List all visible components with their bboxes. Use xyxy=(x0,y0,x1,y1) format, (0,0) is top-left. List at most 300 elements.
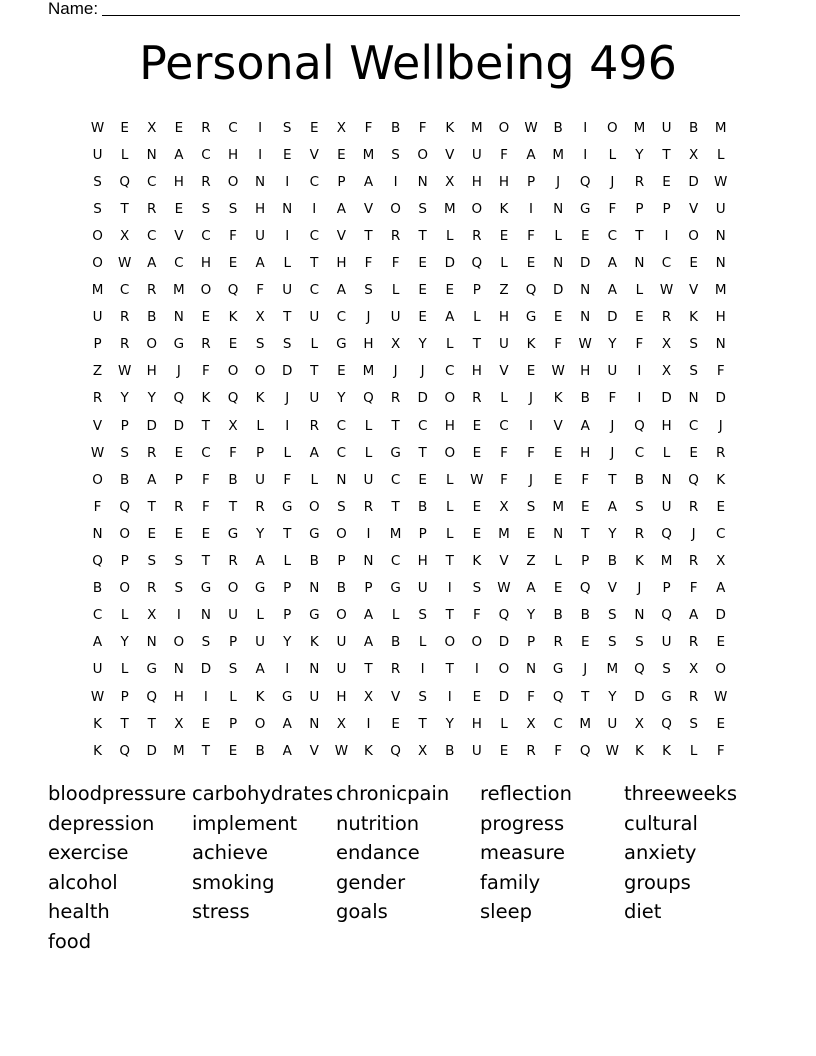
word-bank-item: carbohydrates xyxy=(192,782,334,805)
grid-letter: U xyxy=(336,661,347,678)
grid-letter: K xyxy=(553,390,563,407)
grid-letter: T xyxy=(147,715,156,732)
grid-letter: E xyxy=(174,200,184,217)
grid-letter: S xyxy=(120,444,129,461)
grid-letter: T xyxy=(608,471,617,488)
grid-letter: E xyxy=(472,498,482,515)
grid-letter: X xyxy=(228,417,238,434)
grid-letter: S xyxy=(418,688,427,705)
grid-letter: I xyxy=(474,661,479,678)
grid-letter: A xyxy=(526,580,536,597)
word-bank-item: depression xyxy=(48,811,155,835)
grid-letter: X xyxy=(445,173,455,190)
word-bank-item: achieve xyxy=(192,841,268,865)
grid-letter: E xyxy=(662,173,671,190)
grid-letter: F xyxy=(527,227,535,244)
grid-letter: O xyxy=(688,227,699,244)
grid-letter: I xyxy=(637,390,642,407)
grid-letter: N xyxy=(553,200,564,217)
grid-letter: W xyxy=(470,471,484,488)
grid-letter: E xyxy=(337,146,346,163)
word-bank-item: sleep xyxy=(480,900,532,924)
grid-letter: O xyxy=(254,363,266,380)
grid-letter: O xyxy=(308,498,320,515)
grid-letter: R xyxy=(390,390,401,407)
grid-letter: K xyxy=(93,715,102,732)
grid-letter: L xyxy=(256,607,264,624)
grid-letter: K xyxy=(499,200,509,217)
grid-letter: M xyxy=(443,200,456,217)
grid-letter: O xyxy=(227,173,239,190)
grid-letter: T xyxy=(418,227,427,244)
name-label: Name: xyxy=(48,0,99,18)
grid-letter: U xyxy=(417,580,428,597)
grid-letter: P xyxy=(256,444,265,461)
grid-letter: K xyxy=(662,742,671,759)
grid-letter: N xyxy=(634,607,645,624)
grid-letter: C xyxy=(309,173,320,190)
grid-letter: Y xyxy=(418,336,427,353)
grid-letter: F xyxy=(202,363,210,380)
grid-letter: B xyxy=(228,471,238,488)
grid-letter: E xyxy=(228,336,238,353)
grid-letter: A xyxy=(607,255,617,272)
grid-letter: D xyxy=(580,255,591,272)
grid-letter: L xyxy=(554,553,562,570)
grid-letter: C xyxy=(661,255,672,272)
grid-letter: W xyxy=(117,255,132,272)
grid-letter: I xyxy=(258,119,263,136)
grid-letter: Q xyxy=(471,255,483,272)
grid-letter: O xyxy=(498,119,510,136)
grid-letter: X xyxy=(363,688,374,705)
grid-letter: U xyxy=(499,336,509,353)
grid-letter: B xyxy=(147,309,157,326)
grid-letter: P xyxy=(337,553,346,570)
grid-letter: V xyxy=(309,146,319,163)
grid-letter: I xyxy=(285,417,290,434)
grid-letter: D xyxy=(146,417,157,434)
grid-letter: X xyxy=(716,553,726,570)
grid-letter: X xyxy=(255,309,265,326)
grid-letter: E xyxy=(472,688,482,705)
grid-letter: W xyxy=(659,282,674,299)
grid-letter: P xyxy=(526,634,536,651)
grid-letter: A xyxy=(282,742,292,759)
grid-letter: E xyxy=(553,444,563,461)
grid-letter: F xyxy=(229,444,237,461)
grid-letter: L xyxy=(446,471,454,488)
grid-letter: Q xyxy=(227,390,239,407)
grid-letter: F xyxy=(500,444,508,461)
grid-letter: S xyxy=(337,498,346,515)
grid-letter: O xyxy=(444,390,456,407)
grid-letter: C xyxy=(607,227,618,244)
grid-letter: L xyxy=(446,525,454,542)
grid-letter: N xyxy=(173,309,184,326)
grid-letter: F xyxy=(202,498,210,515)
grid-letter: A xyxy=(688,607,699,624)
grid-letter: X xyxy=(688,661,699,678)
grid-letter: X xyxy=(661,336,672,353)
grid-letter: J xyxy=(393,363,398,380)
grid-letter: L xyxy=(500,715,508,732)
grid-letter: M xyxy=(91,282,104,299)
grid-letter: Q xyxy=(146,688,158,705)
grid-letter: D xyxy=(607,309,618,326)
grid-letter: Y xyxy=(120,634,129,651)
grid-letter: P xyxy=(120,553,129,570)
grid-letter: K xyxy=(255,688,265,705)
grid-letter: M xyxy=(660,553,673,570)
grid-letter: C xyxy=(336,417,347,434)
grid-letter: N xyxy=(146,634,157,651)
grid-letter: A xyxy=(580,417,590,434)
grid-letter: M xyxy=(579,715,592,732)
grid-letter: F xyxy=(283,471,292,488)
grid-letter: L xyxy=(662,444,671,461)
grid-letter: E xyxy=(418,282,427,299)
grid-letter: H xyxy=(336,688,347,705)
grid-letter: E xyxy=(472,444,482,461)
grid-letter: B xyxy=(634,471,645,488)
grid-letter: Q xyxy=(661,525,672,542)
grid-letter: M xyxy=(173,282,185,299)
grid-letter: Q xyxy=(579,173,591,190)
grid-letter: G xyxy=(552,661,564,678)
grid-letter: Q xyxy=(661,607,672,624)
grid-letter: V xyxy=(390,688,401,705)
grid-letter: F xyxy=(689,580,698,597)
grid-letter: V xyxy=(553,417,563,434)
grid-letter: P xyxy=(418,525,427,542)
grid-letter: A xyxy=(147,471,157,488)
grid-letter: O xyxy=(471,634,483,651)
grid-letter: L xyxy=(283,444,291,461)
grid-letter: P xyxy=(120,688,129,705)
grid-letter: B xyxy=(553,119,563,136)
grid-letter: O xyxy=(444,634,456,651)
grid-letter: X xyxy=(390,336,401,353)
grid-letter: R xyxy=(688,553,699,570)
grid-letter: R xyxy=(634,525,645,542)
grid-letter: B xyxy=(580,390,590,407)
word-bank xyxy=(48,779,768,957)
grid-letter: E xyxy=(418,471,427,488)
grid-letter: P xyxy=(526,173,536,190)
grid-letter: O xyxy=(119,525,130,542)
grid-letter: H xyxy=(498,309,510,326)
grid-letter: U xyxy=(363,471,374,488)
grid-letter: A xyxy=(255,553,265,570)
grid-letter: A xyxy=(92,634,103,651)
grid-letter: L xyxy=(446,498,454,515)
grid-letter: J xyxy=(366,309,371,326)
grid-letter: V xyxy=(363,200,374,217)
grid-letter: J xyxy=(420,363,425,380)
grid-letter: F xyxy=(581,471,590,488)
grid-letter: H xyxy=(498,173,510,190)
grid-letter: T xyxy=(310,363,319,380)
word-bank-item: gender xyxy=(336,870,406,894)
grid-letter: L xyxy=(635,282,644,299)
grid-letter: I xyxy=(366,715,371,732)
grid-letter: I xyxy=(529,417,534,434)
grid-letter: L xyxy=(310,471,319,488)
grid-letter: B xyxy=(418,498,428,515)
grid-letter: T xyxy=(391,498,400,515)
grid-letter: D xyxy=(282,363,293,380)
grid-letter: H xyxy=(336,255,347,272)
grid-letter: O xyxy=(444,444,456,461)
grid-letter: T xyxy=(147,498,156,515)
grid-letter: L xyxy=(418,634,427,651)
grid-letter: T xyxy=(283,525,292,542)
grid-letter: D xyxy=(715,390,726,407)
word-bank-item: anxiety xyxy=(624,841,697,865)
grid-letter: C xyxy=(499,417,509,434)
grid-letter: T xyxy=(201,742,211,759)
grid-letter: O xyxy=(92,255,103,272)
grid-letter: G xyxy=(336,336,347,353)
grid-letter: L xyxy=(120,661,129,678)
grid-letter: S xyxy=(608,607,617,624)
grid-letter: E xyxy=(472,525,482,542)
word-bank-item: implement xyxy=(192,811,298,835)
grid-letter: E xyxy=(201,525,211,542)
grid-letter: N xyxy=(715,336,726,353)
grid-letter: B xyxy=(309,553,319,570)
grid-letter: R xyxy=(147,200,157,217)
grid-letter: E xyxy=(553,309,563,326)
grid-letter: V xyxy=(309,742,319,759)
grid-letter: A xyxy=(716,580,726,597)
word-bank-item: measure xyxy=(480,841,566,865)
grid-letter: S xyxy=(364,282,373,299)
grid-letter: Q xyxy=(92,553,103,570)
grid-letter: R xyxy=(390,661,401,678)
grid-letter: C xyxy=(119,282,130,299)
grid-letter: S xyxy=(255,336,265,353)
grid-letter: S xyxy=(93,200,102,217)
grid-letter: A xyxy=(336,282,347,299)
grid-letter: E xyxy=(201,715,211,732)
grid-letter: E xyxy=(147,525,156,542)
grid-letter: K xyxy=(309,634,319,651)
grid-letter: W xyxy=(334,742,349,759)
grid-letter: Q xyxy=(498,607,510,624)
grid-letter: D xyxy=(173,417,185,434)
grid-letter: F xyxy=(527,444,535,461)
grid-letter: I xyxy=(583,119,588,136)
grid-letter: N xyxy=(634,255,645,272)
grid-letter: L xyxy=(120,146,129,163)
word-bank-item: threeweeks xyxy=(624,782,737,805)
grid-letter: L xyxy=(500,390,508,407)
grid-letter: T xyxy=(445,607,454,624)
word-bank-item: diet xyxy=(624,900,662,924)
grid-letter: L xyxy=(283,255,291,272)
grid-letter: U xyxy=(471,146,482,163)
grid-letter: W xyxy=(714,173,728,190)
grid-letter: M xyxy=(471,119,483,136)
grid-letter: W xyxy=(578,336,592,353)
grid-letter: O xyxy=(715,661,727,678)
grid-letter: L xyxy=(716,146,725,163)
grid-letter: W xyxy=(90,119,105,136)
grid-letter: O xyxy=(336,607,347,624)
grid-letter: Y xyxy=(445,715,454,732)
grid-letter: E xyxy=(418,309,427,326)
grid-letter: C xyxy=(688,417,699,434)
grid-letter: R xyxy=(228,553,238,570)
grid-letter: O xyxy=(92,227,103,244)
grid-letter: E xyxy=(716,715,725,732)
grid-letter: I xyxy=(420,661,425,678)
grid-letter: A xyxy=(174,146,184,163)
grid-letter: P xyxy=(472,282,481,299)
grid-letter: S xyxy=(635,498,644,515)
grid-letter: T xyxy=(364,227,373,244)
grid-letter: R xyxy=(119,336,130,353)
grid-letter: A xyxy=(255,661,265,678)
grid-letter: E xyxy=(499,227,509,244)
grid-letter: C xyxy=(336,444,347,461)
grid-letter: B xyxy=(390,634,401,651)
grid-letter: R xyxy=(363,498,374,515)
grid-letter: E xyxy=(526,255,536,272)
grid-letter: Q xyxy=(552,688,564,705)
grid-letter: A xyxy=(607,282,617,299)
grid-letter: E xyxy=(120,119,129,136)
name-field xyxy=(48,0,740,18)
grid-letter: E xyxy=(174,525,184,542)
grid-letter: W xyxy=(524,119,538,136)
grid-letter: Z xyxy=(92,363,103,380)
grid-letter: U xyxy=(309,309,320,326)
grid-letter: D xyxy=(444,255,455,272)
grid-letter: Q xyxy=(363,390,374,407)
grid-letter: P xyxy=(283,607,292,624)
grid-letter: O xyxy=(417,146,428,163)
grid-letter: L xyxy=(473,309,481,326)
grid-letter: M xyxy=(498,525,510,542)
grid-letter: J xyxy=(691,525,696,542)
grid-letter: T xyxy=(581,688,590,705)
grid-letter: Q xyxy=(119,742,130,759)
grid-letter: N xyxy=(715,255,726,272)
grid-letter: C xyxy=(174,255,184,272)
grid-letter: C xyxy=(147,227,157,244)
grid-letter: S xyxy=(689,363,698,380)
grid-letter: T xyxy=(472,336,481,353)
grid-letter: F xyxy=(716,363,725,380)
grid-letter: Y xyxy=(608,336,617,353)
grid-letter: X xyxy=(526,715,536,732)
grid-letter: G xyxy=(309,607,320,624)
grid-letter: F xyxy=(364,255,373,272)
grid-letter: B xyxy=(688,119,699,136)
grid-letter: O xyxy=(119,580,130,597)
grid-letter: I xyxy=(583,146,588,163)
grid-letter: Q xyxy=(634,417,645,434)
grid-letter: C xyxy=(336,309,347,326)
grid-letter: F xyxy=(500,471,508,488)
grid-letter: R xyxy=(688,498,699,515)
grid-letter: M xyxy=(714,119,727,136)
grid-letter: H xyxy=(580,363,591,380)
word-bank-item: cultural xyxy=(624,811,698,835)
grid-letter: O xyxy=(336,525,347,542)
grid-letter: P xyxy=(120,417,129,434)
grid-letter: X xyxy=(336,119,347,136)
grid-letter: K xyxy=(472,553,482,570)
grid-letter: H xyxy=(661,417,672,434)
grid-letter: D xyxy=(146,742,157,759)
grid-letter: X xyxy=(499,498,509,515)
grid-letter: T xyxy=(201,553,211,570)
grid-letter: R xyxy=(147,580,157,597)
grid-letter: T xyxy=(635,227,644,244)
grid-letter: K xyxy=(93,742,102,759)
grid-letter: I xyxy=(285,661,290,678)
grid-letter: H xyxy=(255,200,266,217)
grid-letter: M xyxy=(389,525,402,542)
grid-letter: E xyxy=(282,146,292,163)
grid-letter: X xyxy=(661,363,672,380)
grid-letter: U xyxy=(607,363,618,380)
grid-letter: M xyxy=(362,363,375,380)
word-bank-item: smoking xyxy=(192,870,275,894)
grid-letter: A xyxy=(363,634,374,651)
grid-letter: L xyxy=(364,417,373,434)
grid-letter: V xyxy=(499,363,509,380)
grid-letter: Q xyxy=(579,580,591,597)
grid-letter: O xyxy=(227,580,239,597)
grid-letter: F xyxy=(635,336,644,353)
grid-letter: C xyxy=(390,471,401,488)
grid-letter: S xyxy=(147,553,157,570)
grid-letter: E xyxy=(174,444,184,461)
grid-letter: S xyxy=(635,634,644,651)
grid-letter: J xyxy=(583,661,588,678)
grid-letter: Y xyxy=(526,607,536,624)
grid-letter: S xyxy=(472,580,482,597)
grid-letter: I xyxy=(393,173,398,190)
grid-letter: K xyxy=(716,471,726,488)
grid-letter: I xyxy=(176,607,181,624)
grid-letter: B xyxy=(580,607,590,624)
grid-letter: S xyxy=(174,580,184,597)
grid-letter: R xyxy=(174,498,184,515)
grid-letter: G xyxy=(281,688,293,705)
grid-letter: K xyxy=(201,390,211,407)
word-bank-item: chronicpain xyxy=(336,782,450,805)
grid-letter: E xyxy=(716,634,725,651)
grid-letter: E xyxy=(553,580,563,597)
word-bank-item: reflection xyxy=(480,782,572,805)
grid-letter: K xyxy=(228,309,238,326)
grid-letter: X xyxy=(688,146,699,163)
grid-letter: J xyxy=(529,390,534,407)
grid-letter: N xyxy=(282,200,293,217)
grid-letter: M xyxy=(362,146,375,163)
grid-letter: S xyxy=(689,715,698,732)
grid-letter: F xyxy=(229,227,237,244)
grid-letter: S xyxy=(93,173,102,190)
grid-letter: D xyxy=(200,661,212,678)
grid-letter: V xyxy=(688,282,699,299)
